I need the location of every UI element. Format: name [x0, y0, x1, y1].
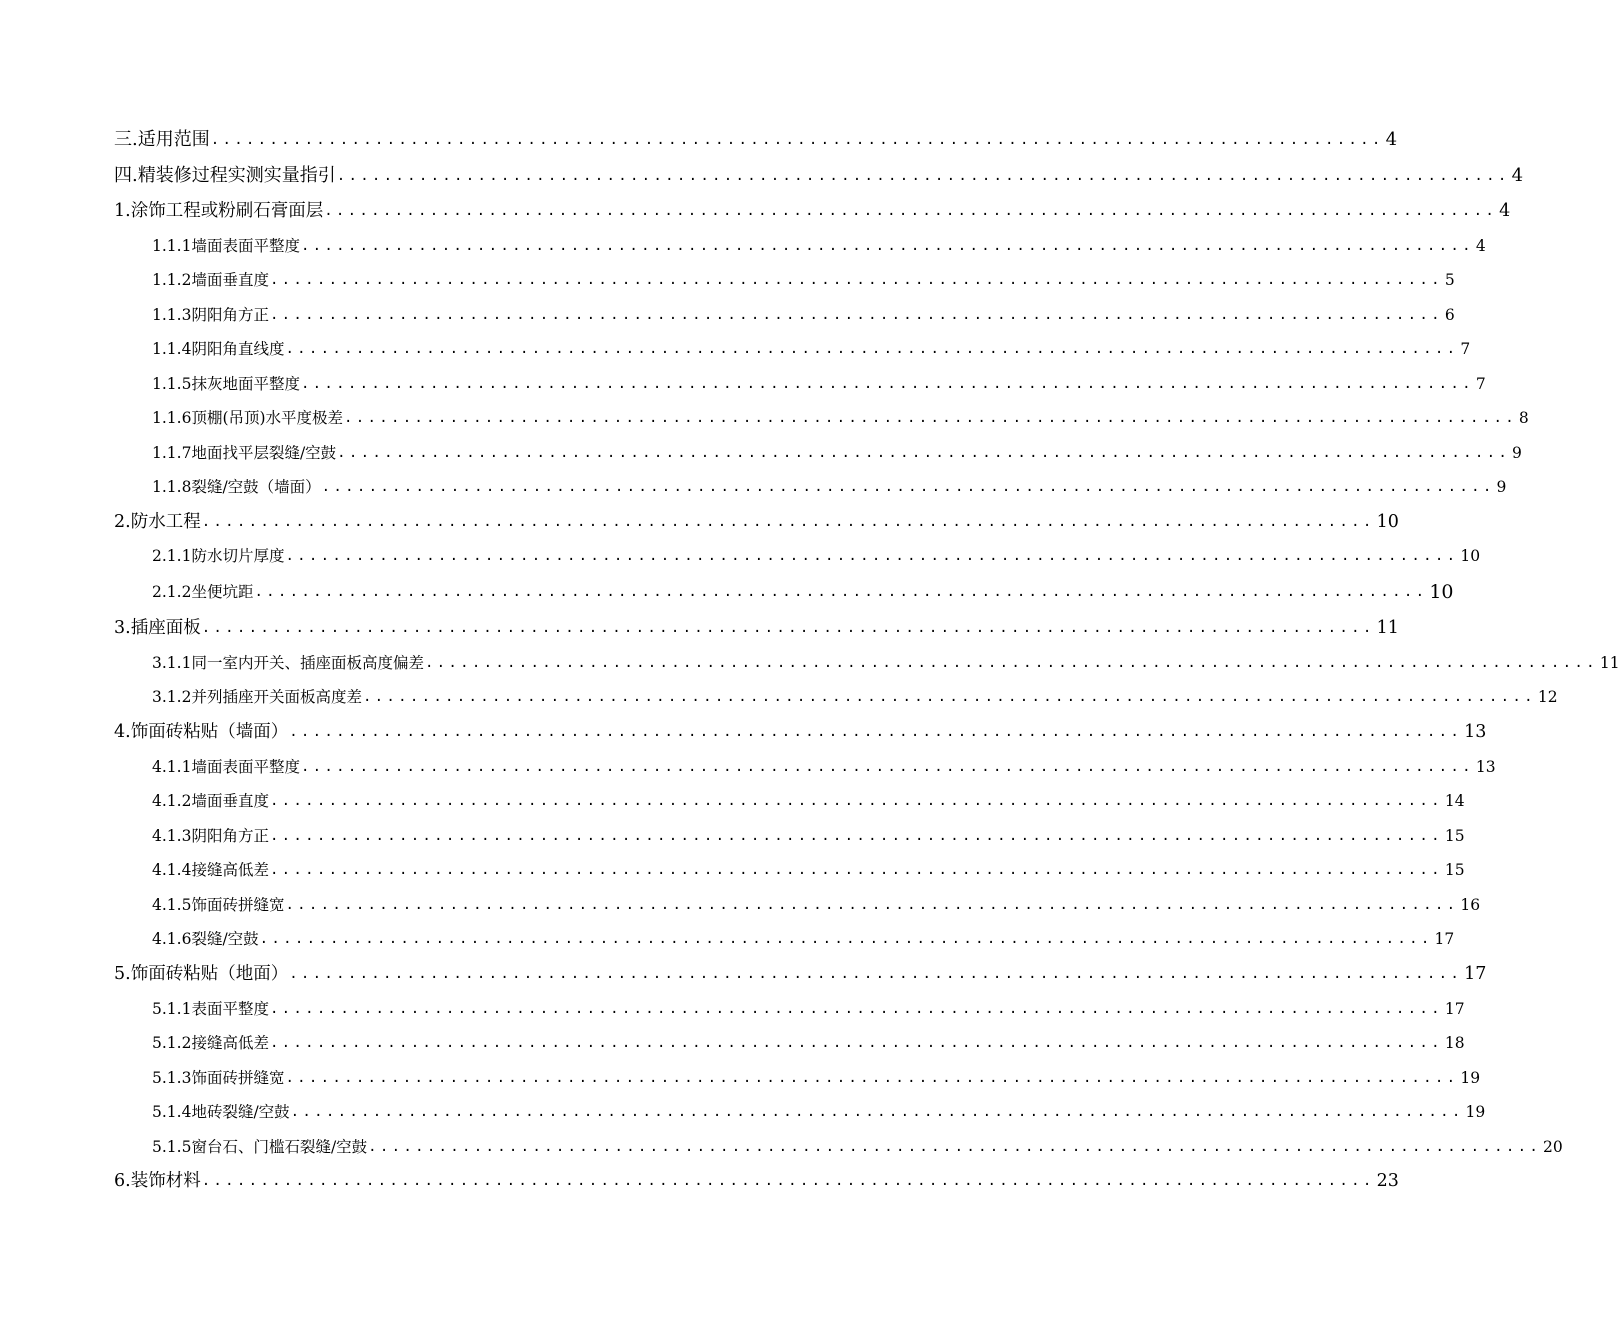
- toc-entry-page: 16: [1460, 896, 1481, 914]
- toc-entry-title: 三.适用范围: [114, 129, 210, 150]
- toc-leader: ....................................................................................................: [368, 1139, 1542, 1155]
- toc-entry-page: 17: [1464, 964, 1487, 984]
- toc-leader: ....................................................................................................: [337, 445, 1511, 461]
- toc-leader: ....................................................................................................: [259, 931, 1433, 947]
- toc-leader: ....................................................................................................: [269, 307, 1443, 323]
- toc-leader: ....................................................................................................: [289, 966, 1463, 982]
- toc-leader: ....................................................................................................: [285, 548, 1459, 564]
- toc-entry[interactable]: [114, 608, 1399, 642]
- toc-leader: ....................................................................................................: [210, 132, 1384, 148]
- toc-entry-page: 20: [1543, 1138, 1563, 1156]
- toc-entry-page: 7: [1460, 340, 1471, 358]
- toc-entry-title: 1.1.5抹灰地面平整度: [152, 375, 300, 393]
- toc-leader: ....................................................................................................: [285, 1070, 1459, 1086]
- toc-entry[interactable]: [152, 919, 1455, 953]
- toc-leader: ....................................................................................................: [362, 689, 1536, 705]
- toc-entry-title: 4.饰面砖粘贴（墙面）: [114, 722, 289, 742]
- toc-leader: ....................................................................................................: [289, 724, 1463, 740]
- toc-leader: ....................................................................................................: [269, 862, 1443, 878]
- toc-entry[interactable]: [152, 747, 1496, 781]
- toc-entry[interactable]: [114, 156, 1524, 190]
- toc-entry[interactable]: [152, 329, 1471, 363]
- toc-leader: ....................................................................................................: [269, 828, 1443, 844]
- toc-entry-page: 17: [1434, 930, 1455, 948]
- toc-entry-title: 1.1.4阴阳角直线度: [152, 340, 285, 358]
- toc-entry-page: 17: [1444, 1000, 1465, 1018]
- toc-entry-page: 10: [1376, 512, 1399, 532]
- toc-entry[interactable]: [152, 816, 1465, 850]
- toc-entry-title: 1.1.3阴阳角方正: [152, 306, 269, 324]
- toc-entry[interactable]: [152, 677, 1558, 711]
- toc-entry-page: 10: [1429, 581, 1454, 603]
- toc-leader: ....................................................................................................: [344, 410, 1517, 426]
- toc-leader: ....................................................................................................: [290, 1104, 1464, 1120]
- toc-entry-page: 11: [1599, 654, 1620, 672]
- toc-entry-page: 18: [1444, 1034, 1465, 1052]
- toc-leader: ....................................................................................................: [269, 793, 1443, 809]
- toc-entry[interactable]: [152, 536, 1481, 570]
- toc-leader: ....................................................................................................: [300, 376, 1474, 392]
- toc-leader: ....................................................................................................: [254, 584, 1428, 600]
- toc-entry[interactable]: [152, 1058, 1481, 1092]
- toc-leader: ....................................................................................................: [269, 272, 1443, 288]
- toc-leader: ....................................................................................................: [201, 1173, 1375, 1189]
- toc-entry-page: 15: [1444, 861, 1465, 879]
- toc-entry-title: 5.1.4地砖裂缝/空鼓: [152, 1103, 290, 1121]
- toc-entry-title: 4.1.4接缝高低差: [152, 861, 269, 879]
- toc-entry[interactable]: [114, 502, 1399, 536]
- toc-entry-title: 4.1.1墙面表面平整度: [152, 758, 300, 776]
- toc-entry-page: 6: [1444, 306, 1455, 324]
- toc-entry[interactable]: [114, 120, 1398, 154]
- toc-entry-page: 13: [1464, 722, 1487, 742]
- toc-entry[interactable]: [152, 364, 1486, 398]
- toc-entry-title: 4.1.5饰面砖拼缝宽: [152, 896, 285, 914]
- toc-entry-title: 3.1.2并列插座开关面板高度差: [152, 688, 362, 706]
- toc-entry-page: 9: [1512, 444, 1522, 462]
- toc-entry[interactable]: [114, 712, 1487, 746]
- toc-entry-page: 19: [1465, 1103, 1486, 1121]
- toc-entry-page: 13: [1475, 758, 1496, 776]
- toc-entry[interactable]: [114, 954, 1487, 988]
- toc-entry-title: 2.1.2坐便坑距: [152, 583, 254, 601]
- toc-leader: ....................................................................................................: [201, 620, 1375, 636]
- toc-entry-page: 12: [1537, 688, 1558, 706]
- toc-entry[interactable]: [152, 885, 1481, 919]
- toc-entry[interactable]: [152, 989, 1465, 1023]
- toc-leader: ....................................................................................................: [324, 203, 1498, 219]
- toc-entry-title: 四.精装修过程实测实量指引: [114, 165, 336, 186]
- toc-entry-title: 5.饰面砖粘贴（地面）: [114, 964, 289, 984]
- toc-entry[interactable]: [114, 1161, 1399, 1195]
- toc-entry-title: 3.1.1同一室内开关、插座面板高度偏差: [152, 654, 424, 672]
- toc-entry-page: 10: [1460, 547, 1481, 565]
- toc-entry-title: 2.防水工程: [114, 512, 201, 532]
- toc-entry[interactable]: [114, 191, 1511, 225]
- toc-entry[interactable]: [152, 398, 1529, 432]
- toc-entry[interactable]: [152, 643, 1620, 677]
- toc-entry-page: 7: [1475, 375, 1486, 393]
- toc-entry-page: 15: [1444, 827, 1465, 845]
- toc-entry-title: 4.1.2墙面垂直度: [152, 792, 269, 810]
- toc-entry[interactable]: [152, 1023, 1465, 1057]
- toc-entry-title: 1.1.7地面找平层裂缝/空鼓: [152, 444, 337, 462]
- toc-leader: ....................................................................................................: [269, 1001, 1443, 1017]
- toc-entry-title: 5.1.2接缝高低差: [152, 1034, 269, 1052]
- toc-entry-page: 4: [1499, 201, 1511, 221]
- toc-entry[interactable]: [152, 433, 1522, 467]
- toc-entry-page: 14: [1444, 792, 1465, 810]
- toc-entry-page: 8: [1518, 409, 1529, 427]
- toc-leader: ....................................................................................................: [336, 168, 1510, 184]
- toc-entry-title: 1.1.6顶棚(吊顶)水平度极差: [152, 409, 344, 427]
- toc-entry-page: 9: [1496, 478, 1507, 496]
- toc-entry-page: 5: [1444, 271, 1455, 289]
- toc-entry[interactable]: [152, 467, 1507, 501]
- toc-entry-title: 2.1.1防水切片厚度: [152, 547, 285, 565]
- toc-leader: ....................................................................................................: [321, 479, 1495, 495]
- toc-entry[interactable]: [152, 260, 1455, 294]
- toc-entry-page: 4: [1511, 165, 1524, 186]
- toc-entry-page: 19: [1460, 1069, 1481, 1087]
- toc-entry[interactable]: [152, 1127, 1563, 1161]
- toc-leader: ....................................................................................................: [269, 1035, 1443, 1051]
- toc-entry-title: 5.1.5窗台石、门槛石裂缝/空鼓: [152, 1138, 368, 1156]
- toc-entry[interactable]: [152, 226, 1486, 260]
- toc-entry-title: 5.1.1表面平整度: [152, 1000, 269, 1018]
- toc-entry-page: 23: [1376, 1171, 1399, 1191]
- toc-leader: ....................................................................................................: [201, 514, 1375, 530]
- toc-entry-title: 1.1.8裂缝/空鼓（墙面）: [152, 478, 321, 496]
- toc-leader: ....................................................................................................: [300, 759, 1474, 775]
- toc-entry-title: 4.1.6裂缝/空鼓: [152, 930, 259, 948]
- toc-entry-page: 11: [1376, 618, 1399, 638]
- toc-entry-title: 5.1.3饰面砖拼缝宽: [152, 1069, 285, 1087]
- toc-entry-page: 4: [1475, 237, 1486, 255]
- toc-entry-title: 4.1.3阴阳角方正: [152, 827, 269, 845]
- toc-entry[interactable]: [152, 572, 1454, 606]
- toc-entry[interactable]: [152, 850, 1465, 884]
- toc-leader: ....................................................................................................: [285, 341, 1459, 357]
- toc-entry-title: 3.插座面板: [114, 618, 201, 638]
- toc-entry[interactable]: [152, 781, 1465, 815]
- toc-entry-page: 4: [1385, 129, 1398, 150]
- toc-entry-title: 6.装饰材料: [114, 1171, 201, 1191]
- toc-entry-title: 1.1.1墙面表面平整度: [152, 237, 300, 255]
- toc-leader: ....................................................................................................: [300, 238, 1474, 254]
- toc-entry[interactable]: [152, 295, 1455, 329]
- toc-leader: ....................................................................................................: [424, 655, 1598, 671]
- toc-entry-title: 1.涂饰工程或粉刷石膏面层: [114, 201, 324, 221]
- toc-entry-title: 1.1.2墙面垂直度: [152, 271, 269, 289]
- toc-leader: ....................................................................................................: [285, 897, 1459, 913]
- toc-entry[interactable]: [152, 1092, 1486, 1126]
